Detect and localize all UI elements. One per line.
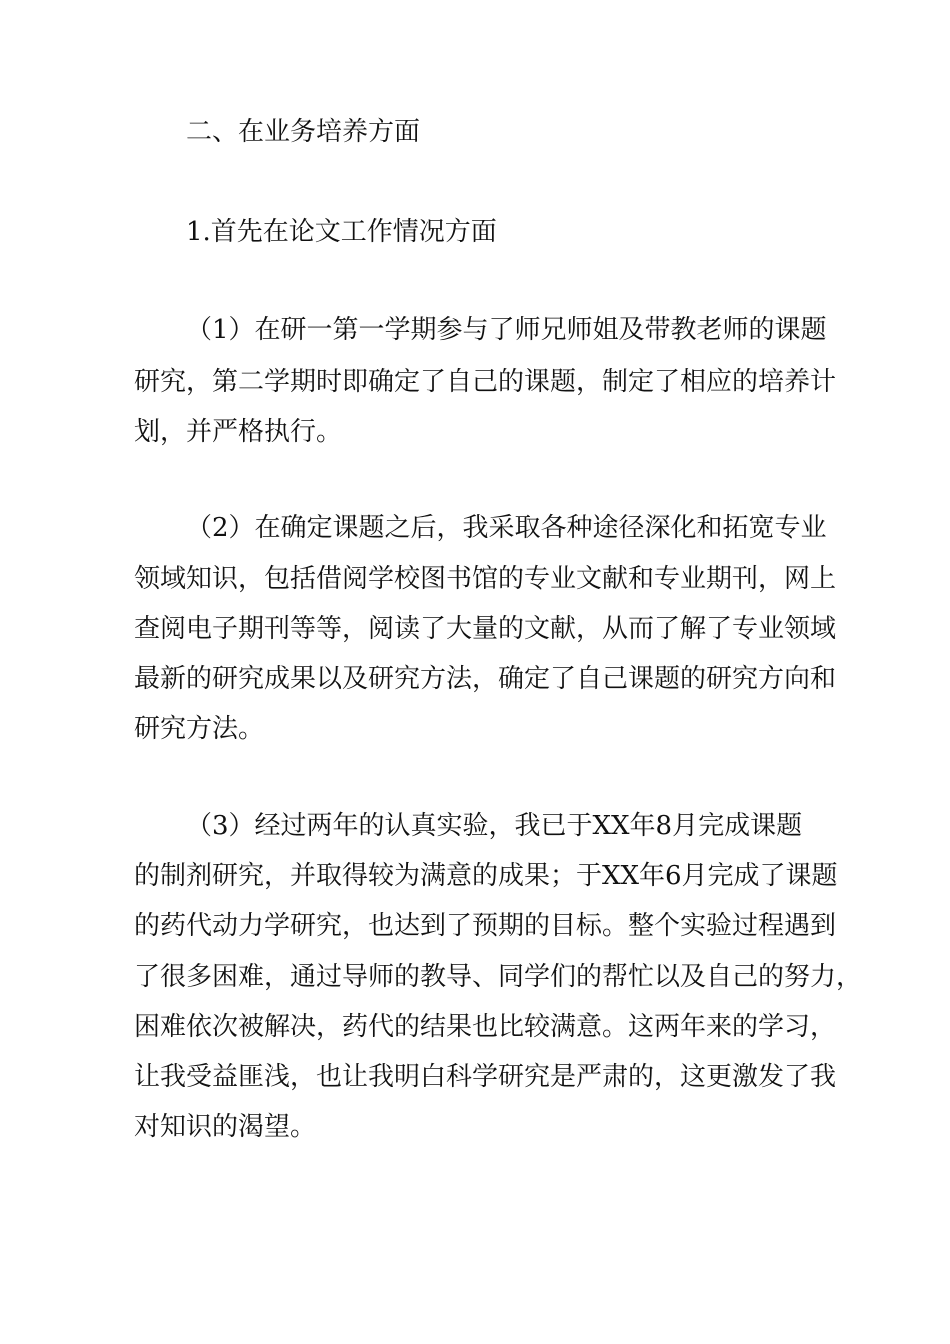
- paragraph-line: 研究，第二学期时即确定了自己的课题，制定了相应的培养计: [134, 367, 837, 397]
- paragraph-line: 的药代动力学研究，也达到了预期的目标。整个实验过程遇到: [134, 911, 837, 941]
- paragraph-line: 查阅电子期刊等等，阅读了大量的文献，从而了解了专业领域: [134, 614, 837, 644]
- paragraph-line: 划，并严格执行。: [134, 417, 343, 447]
- paragraph-line: 的制剂研究，并取得较为满意的成果；于XX年6月完成了课题: [134, 861, 838, 891]
- section-heading: 二、在业务培养方面: [186, 117, 421, 147]
- paragraph-line: 对知识的渴望。: [134, 1112, 317, 1142]
- paragraph-line: 研究方法。: [134, 714, 265, 744]
- paragraph-line: 领域知识，包括借阅学校图书馆的专业文献和专业期刊，网上: [134, 564, 837, 594]
- paragraph-line: 困难依次被解决，药代的结果也比较满意。这两年来的学习，: [134, 1012, 837, 1042]
- paragraph-line: （1）在研一第一学期参与了师兄师姐及带教老师的课题: [186, 315, 827, 345]
- paragraph-line: 了很多困难，通过导师的教导、同学们的帮忙以及自己的努力，: [134, 962, 863, 992]
- paragraph-line: 最新的研究成果以及研究方法，确定了自己课题的研究方向和: [134, 664, 837, 694]
- paragraph-line: 让我受益匪浅，也让我明白科学研究是严肃的，这更激发了我: [134, 1062, 837, 1092]
- paragraph-line: （2）在确定课题之后，我采取各种途径深化和拓宽专业: [186, 513, 827, 543]
- paragraph-line: （3）经过两年的认真实验，我已于XX年8月完成课题: [186, 811, 803, 841]
- subsection-heading: 1.首先在论文工作情况方面: [186, 217, 497, 247]
